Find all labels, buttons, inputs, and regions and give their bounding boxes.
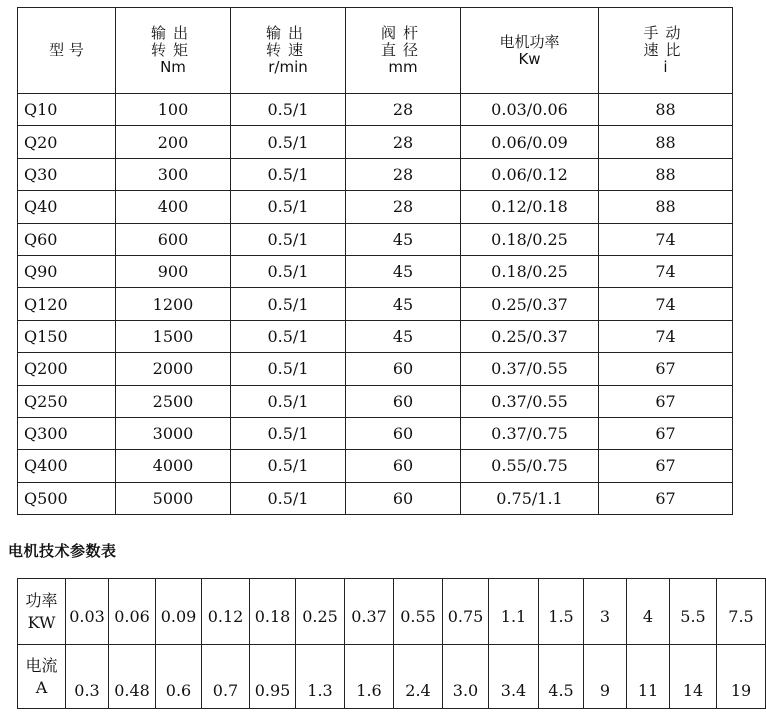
power-row-header bbox=[18, 579, 66, 645]
table-cell: 88 bbox=[599, 94, 733, 126]
model-cell: Q300 bbox=[18, 417, 116, 449]
current-row-value: 0.3 bbox=[66, 645, 109, 709]
table-cell: 88 bbox=[599, 158, 733, 190]
model-cell: Q500 bbox=[18, 482, 116, 514]
motor-section-title: 电机技术参数表 bbox=[8, 542, 117, 560]
table-row bbox=[18, 126, 733, 158]
power-row-value: 1.1 bbox=[489, 579, 539, 645]
header-motor-power bbox=[461, 8, 599, 94]
spec-table-body bbox=[18, 94, 733, 515]
header-stem-line1: 阀杆 bbox=[380, 24, 425, 42]
table-cell: 1200 bbox=[116, 288, 231, 320]
table-cell: 67 bbox=[599, 385, 733, 417]
table-cell: 0.25/0.37 bbox=[461, 320, 599, 352]
table-cell: 100 bbox=[116, 94, 231, 126]
model-cell: Q150 bbox=[18, 320, 116, 352]
table-cell: 900 bbox=[116, 255, 231, 287]
current-row-value: 0.6 bbox=[156, 645, 202, 709]
table-cell: 74 bbox=[599, 223, 733, 255]
power-row-value: 5.5 bbox=[670, 579, 717, 645]
table-row bbox=[18, 158, 733, 190]
power-label: 功率 bbox=[25, 590, 58, 610]
table-cell: 0.25/0.37 bbox=[461, 288, 599, 320]
table-row bbox=[18, 385, 733, 417]
table-cell: 0.06/0.12 bbox=[461, 158, 599, 190]
model-cell: Q90 bbox=[18, 255, 116, 287]
header-output-speed bbox=[231, 8, 346, 94]
table-cell: 4000 bbox=[116, 450, 231, 482]
table-cell: 60 bbox=[346, 417, 461, 449]
model-cell: Q40 bbox=[18, 191, 116, 223]
table-cell: 0.5/1 bbox=[231, 450, 346, 482]
header-stem-line2: 直径 bbox=[380, 41, 425, 59]
power-row-value: 0.12 bbox=[202, 579, 250, 645]
table-cell: 5000 bbox=[116, 482, 231, 514]
current-row-value: 0.7 bbox=[202, 645, 250, 709]
header-ratio-line1: 手动 bbox=[643, 24, 688, 42]
table-cell: 0.5/1 bbox=[231, 223, 346, 255]
table-row bbox=[18, 417, 733, 449]
table-row bbox=[18, 191, 733, 223]
spec-table bbox=[17, 7, 733, 515]
table-cell: 45 bbox=[346, 288, 461, 320]
current-row-value: 3.4 bbox=[489, 645, 539, 709]
header-power-unit: Kw bbox=[518, 49, 541, 68]
table-row bbox=[18, 450, 733, 482]
current-unit: A bbox=[35, 677, 48, 697]
table-cell: 67 bbox=[599, 450, 733, 482]
header-output-torque bbox=[116, 8, 231, 94]
model-cell: Q250 bbox=[18, 385, 116, 417]
power-row-value: 0.25 bbox=[296, 579, 345, 645]
table-cell: 60 bbox=[346, 450, 461, 482]
table-cell: 88 bbox=[599, 126, 733, 158]
power-row-value: 0.55 bbox=[394, 579, 443, 645]
power-row-value: 0.09 bbox=[156, 579, 202, 645]
header-power-line1: 电机功率 bbox=[499, 32, 560, 51]
current-row bbox=[18, 645, 766, 709]
header-torque-unit: Nm bbox=[160, 58, 186, 76]
table-cell: 28 bbox=[346, 191, 461, 223]
table-row bbox=[18, 288, 733, 320]
table-cell: 88 bbox=[599, 191, 733, 223]
table-cell: 600 bbox=[116, 223, 231, 255]
table-row bbox=[18, 320, 733, 352]
table-cell: 28 bbox=[346, 158, 461, 190]
table-cell: 0.5/1 bbox=[231, 320, 346, 352]
power-unit: KW bbox=[27, 612, 56, 632]
table-cell: 0.5/1 bbox=[231, 482, 346, 514]
current-row-header bbox=[18, 645, 66, 709]
current-row-value: 1.6 bbox=[345, 645, 394, 709]
table-cell: 28 bbox=[346, 94, 461, 126]
current-row-value: 14 bbox=[670, 645, 717, 709]
current-row-value: 11 bbox=[627, 645, 670, 709]
table-cell: 0.5/1 bbox=[231, 288, 346, 320]
table-row bbox=[18, 94, 733, 126]
table-cell: 74 bbox=[599, 255, 733, 287]
table-row bbox=[18, 223, 733, 255]
power-row-value: 0.06 bbox=[109, 579, 156, 645]
table-row bbox=[18, 255, 733, 287]
table-cell: 74 bbox=[599, 288, 733, 320]
current-row-value: 19 bbox=[717, 645, 766, 709]
header-speed-unit: r/min bbox=[268, 58, 308, 76]
current-row-value: 4.5 bbox=[539, 645, 584, 709]
header-manual-ratio bbox=[599, 8, 733, 94]
current-row-value: 0.95 bbox=[250, 645, 296, 709]
table-cell: 0.12/0.18 bbox=[461, 191, 599, 223]
table-cell: 74 bbox=[599, 320, 733, 352]
table-cell: 45 bbox=[346, 320, 461, 352]
motor-params-table bbox=[17, 578, 766, 709]
table-cell: 1500 bbox=[116, 320, 231, 352]
table-cell: 0.5/1 bbox=[231, 191, 346, 223]
header-speed-line2: 转速 bbox=[265, 41, 310, 59]
table-row bbox=[18, 353, 733, 385]
header-torque-line2: 转矩 bbox=[150, 41, 195, 59]
power-row bbox=[18, 579, 766, 645]
table-cell: 67 bbox=[599, 482, 733, 514]
header-model-label: 型 号 bbox=[49, 41, 84, 59]
table-cell: 0.37/0.55 bbox=[461, 385, 599, 417]
table-cell: 0.75/1.1 bbox=[461, 482, 599, 514]
table-cell: 60 bbox=[346, 353, 461, 385]
power-row-value: 0.18 bbox=[250, 579, 296, 645]
table-cell: 0.18/0.25 bbox=[461, 223, 599, 255]
table-cell: 0.18/0.25 bbox=[461, 255, 599, 287]
header-stem-diameter bbox=[346, 8, 461, 94]
model-cell: Q20 bbox=[18, 126, 116, 158]
table-cell: 60 bbox=[346, 385, 461, 417]
table-cell: 0.55/0.75 bbox=[461, 450, 599, 482]
table-cell: 0.5/1 bbox=[231, 158, 346, 190]
model-cell: Q120 bbox=[18, 288, 116, 320]
current-row-value: 9 bbox=[584, 645, 627, 709]
table-cell: 2000 bbox=[116, 353, 231, 385]
header-model bbox=[18, 8, 116, 94]
table-cell: 45 bbox=[346, 255, 461, 287]
power-row-value: 7.5 bbox=[717, 579, 766, 645]
table-cell: 400 bbox=[116, 191, 231, 223]
current-row-value: 0.48 bbox=[109, 645, 156, 709]
header-stem-unit: mm bbox=[388, 58, 418, 76]
header-speed-line1: 输出 bbox=[265, 24, 310, 42]
model-cell: Q30 bbox=[18, 158, 116, 190]
table-cell: 3000 bbox=[116, 417, 231, 449]
power-row-value: 1.5 bbox=[539, 579, 584, 645]
header-ratio-unit: i bbox=[663, 58, 668, 76]
current-row-value: 3.0 bbox=[443, 645, 489, 709]
table-cell: 0.5/1 bbox=[231, 255, 346, 287]
current-row-value: 1.3 bbox=[296, 645, 345, 709]
table-cell: 0.37/0.55 bbox=[461, 353, 599, 385]
table-cell: 0.03/0.06 bbox=[461, 94, 599, 126]
power-row-value: 0.03 bbox=[66, 579, 109, 645]
table-cell: 60 bbox=[346, 482, 461, 514]
table-row bbox=[18, 482, 733, 514]
table-cell: 2500 bbox=[116, 385, 231, 417]
table-cell: 28 bbox=[346, 126, 461, 158]
spec-table-header-row bbox=[18, 8, 733, 94]
model-cell: Q200 bbox=[18, 353, 116, 385]
power-row-value: 4 bbox=[627, 579, 670, 645]
table-cell: 67 bbox=[599, 417, 733, 449]
header-torque-line1: 输出 bbox=[150, 24, 195, 42]
table-cell: 200 bbox=[116, 126, 231, 158]
table-cell: 300 bbox=[116, 158, 231, 190]
power-row-value: 0.37 bbox=[345, 579, 394, 645]
current-row-value: 2.4 bbox=[394, 645, 443, 709]
power-row-value: 3 bbox=[584, 579, 627, 645]
model-cell: Q60 bbox=[18, 223, 116, 255]
table-cell: 0.06/0.09 bbox=[461, 126, 599, 158]
table-cell: 0.5/1 bbox=[231, 94, 346, 126]
model-cell: Q400 bbox=[18, 450, 116, 482]
table-cell: 0.5/1 bbox=[231, 126, 346, 158]
model-cell: Q10 bbox=[18, 94, 116, 126]
header-ratio-line2: 速比 bbox=[643, 41, 688, 59]
table-cell: 0.37/0.75 bbox=[461, 417, 599, 449]
table-cell: 45 bbox=[346, 223, 461, 255]
table-cell: 0.5/1 bbox=[231, 417, 346, 449]
current-label: 电流 bbox=[25, 655, 58, 675]
table-cell: 0.5/1 bbox=[231, 385, 346, 417]
table-cell: 0.5/1 bbox=[231, 353, 346, 385]
power-row-value: 0.75 bbox=[443, 579, 489, 645]
table-cell: 67 bbox=[599, 353, 733, 385]
